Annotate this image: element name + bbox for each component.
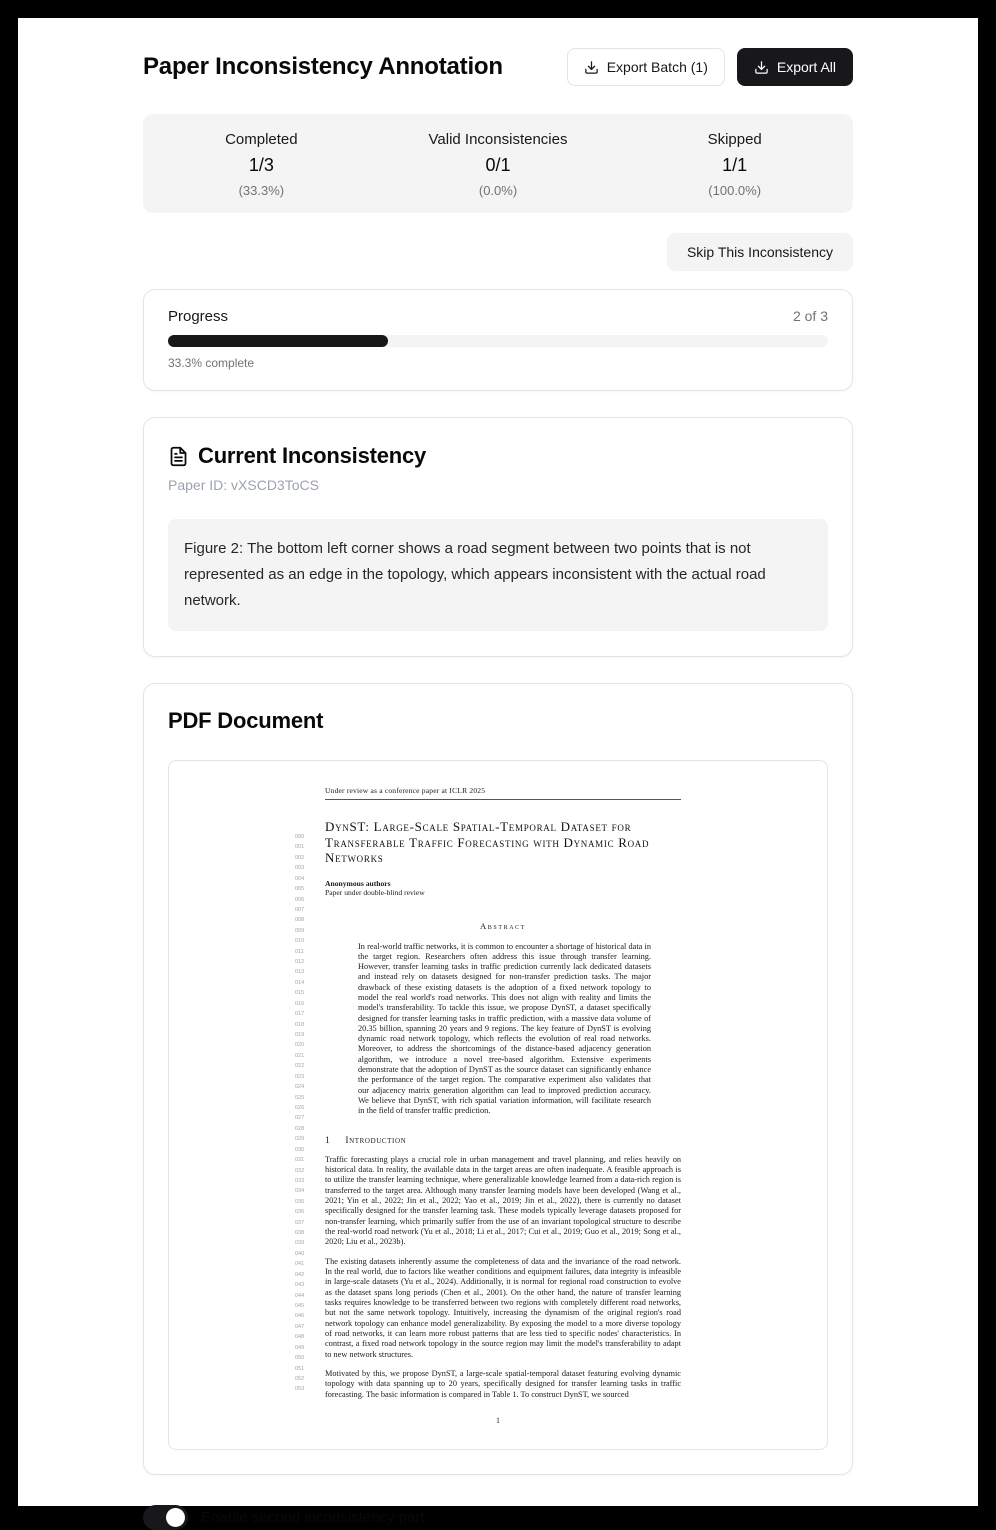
pdf-line-number: 052 [295,1375,305,1382]
pdf-line-number: 041 [295,1261,305,1268]
pdf-line-number: 050 [295,1355,305,1362]
pdf-line-number: 020 [295,1042,305,1049]
stat-percent: (33.3%) [238,183,285,198]
pdf-line-number: 036 [295,1209,305,1216]
skip-inconsistency-button[interactable]: Skip This Inconsistency [667,233,853,271]
pdf-line-number: 048 [295,1334,305,1341]
pdf-line-number: 023 [295,1073,305,1080]
stat-percent: (100.0%) [708,183,762,198]
pdf-line-number: 044 [295,1292,305,1299]
pdf-paragraph: Traffic forecasting plays a crucial role in urban management and travel planning, and relies heavily on historical data. In reality, the available data in the target areas are often inadequate. A feasible approach is to utilize the transfer learning technique, where generalizable knowledge learned from a data-rich region is transferred to the target area. Although many transfer learning models have been developed (Wang et al., 2021; Yin et al., 2022; Jin et al., 2022; Yao et al., 2019; Jin et al., 2022), there is currently no dataset specifically designed for the transfer learning task. These models typically leverage datasets proposed for non-transfer learning, which primarily suffer from the use of an invariant topological structure to describe the real-world road network (Yu et al., 2018; Li et al., 2017; Cui et al., 2019; Guo et al., 2019; Song et al., 2020; Liu et al., 2023b). [325,1154,681,1247]
progress-bar-fill [168,335,388,347]
progress-counter: 2 of 3 [792,308,828,324]
pdf-line-number: 014 [295,979,305,986]
stat-label: Valid Inconsistencies [428,131,568,148]
pdf-line-number: 022 [295,1063,305,1070]
pdf-abstract-heading: Abstract [479,920,526,931]
pdf-line-number: 034 [295,1188,305,1195]
toggle-knob [166,1508,185,1527]
pdf-header-note: Under review as a conference paper at ICLR 2025 [325,786,681,800]
header-actions [567,48,853,86]
pdf-line-number: 002 [295,854,305,861]
pdf-page [168,760,828,1450]
pdf-line-number: 045 [295,1302,305,1309]
pdf-paragraphs [325,1155,681,1401]
pdf-line-number: 028 [295,1125,305,1132]
pdf-line-number: 039 [295,1240,305,1247]
second-inconsistency-toggle[interactable] [143,1505,188,1530]
pdf-line-number: 018 [295,1021,305,1028]
pdf-line-number: 049 [295,1344,305,1351]
download-icon [584,60,599,75]
pdf-abstract-body: In real-world traffic networks, it is common to encounter a shortage of historical data in the target region. Researchers often address this issue through transfer learning. However, transfer learning tasks in traffic prediction currently lack dedicated datasets and instead rely on datasets designed for non-transfer prediction tasks. The major drawback of these existing datasets is the adoption of a fixed network topology to model the real world's road networks. This does not align with reality and limits the model's transferability. To tackle this issue, we propose DynST, a dataset specifically designed for transfer learning tasks in traffic prediction, with a massive data volume of 20.35 billion, spanning 20 years and 9 regions. The key feature of DynST is evolving dynamic road network topology, which reflects the evolution of real road networks. Moreover, to address the shortcomings of the distance-based adjacency generation algorithm, we introduce a novel tree-based algorithm. Extensive experiments demonstrate that the adoption of DynST as the source dataset can significantly enhance the performance of the target region. The comparative experiment also validates that our adjacency matrix generation algorithm can lead to improved prediction accuracy. We believe that DynST, with rich spatial variation information, will facilitate research in the field of transfer traffic prediction. [358,941,651,1116]
pdf-line-numbers [295,832,311,1395]
stat-skipped [616,131,853,198]
pdf-line-number: 038 [295,1230,305,1237]
stats-panel [143,114,853,213]
pdf-line-number: 019 [295,1032,305,1039]
pdf-line-number: 047 [295,1323,305,1330]
export-all-label: Export All [776,59,836,75]
pdf-section-number: 1 [325,1135,331,1146]
pdf-line-number: 007 [295,906,305,913]
app-header [143,48,853,86]
pdf-line-number: 000 [295,834,305,840]
pdf-line-number: 013 [295,969,305,976]
pdf-paragraph: Motivated by this, we propose DynST, a large-scale spatial-temporal dataset featuring evolving dynamic topology with data spanning up to 20 years, specifically designed for transfer learning tasks in traffic forecasting. The basic information is compared in Table 1. To construct DynST, we sourced [325,1369,681,1399]
pdf-content [325,819,681,1400]
pdf-line-number: 001 [295,844,305,851]
progress-bar-track [168,335,828,347]
pdf-line-number: 015 [295,990,305,997]
pdf-section-name: Introduction [345,1135,407,1146]
pdf-line-number: 011 [295,948,304,955]
export-all-button[interactable] [737,48,853,86]
stat-value: 0/1 [485,155,511,175]
pdf-line-number: 035 [295,1198,305,1205]
current-inconsistency-title: Current Inconsistency [198,443,427,468]
stat-label: Completed [225,131,298,148]
pdf-paper-title: DynST: Large-Scale Spatial-Temporal Dataset for Transferable Traffic Forecasting with Dynamic Road Networks [325,819,650,865]
pdf-line-number: 031 [295,1157,305,1164]
document-icon [168,446,189,467]
pdf-line-number: 012 [295,959,305,966]
pdf-line-number: 037 [295,1219,305,1226]
pdf-document-card [143,683,853,1475]
pdf-line-number: 040 [295,1250,305,1257]
pdf-line-number: 005 [295,886,305,893]
stat-valid-inconsistencies [380,131,617,198]
pdf-line-number: 032 [295,1167,305,1174]
pdf-line-number: 051 [295,1365,305,1372]
stat-percent: (0.0%) [478,183,518,198]
page-title: Paper Inconsistency Annotation [143,53,503,80]
pdf-line-number: 030 [295,1146,305,1153]
pdf-line-number: 003 [295,865,305,872]
stat-value: 1/3 [248,155,274,175]
progress-caption: 33.3% complete [168,356,255,370]
stat-completed [143,131,380,198]
pdf-page-number: 1 [496,1416,500,1425]
export-batch-label: Export Batch (1) [606,59,708,75]
pdf-line-number: 024 [295,1084,305,1091]
pdf-authors-note: Paper under double-blind review [325,888,425,897]
pdf-line-number: 017 [295,1011,305,1018]
pdf-line-number: 009 [295,927,305,934]
stat-label: Skipped [707,131,762,148]
app-window [18,18,978,1526]
toggle-label: Enable second inconsistency part [201,1509,425,1526]
pdf-line-number: 033 [295,1177,305,1184]
toggle-row [143,1505,853,1530]
pdf-line-number: 010 [295,938,305,945]
pdf-line-number: 008 [295,917,305,924]
pdf-line-number: 006 [295,896,305,903]
progress-card [143,289,853,391]
pdf-paragraph: The existing datasets inherently assume the completeness of data and the invariance of the road network. In the real world, due to factors like weather conditions and equipment failures, data integrity is infeasible in large-scale datasets (Yu et al., 2024). Additionally, it is normal for regional road construction to evolve as the dataset spans long periods (Chen et al., 2001). On the other hand, the nature of transfer learning tasks requires knowledge to be transferred between two regions with completely different road networks, but not the same network topology. Intuitively, increasing the dynamism of the original region's road network topology can enhance model generalizability. By exposing the model to a more diverse topology of road networks, it can learn more robust patterns that are less tied to specific nodes' characteristics. In contrast, a fixed road network topology in the source region may limit the model's transferability to adapt to new network structures. [325,1256,681,1359]
pdf-line-number: 025 [295,1094,305,1101]
pdf-authors-name: Anonymous authors [325,878,391,888]
export-batch-button[interactable] [567,48,725,86]
pdf-line-number: 043 [295,1282,305,1289]
inconsistency-description: Figure 2: The bottom left corner shows a road segment between two points that is not represented as an edge in the topology, which appears inconsistent with the actual road network. [168,519,828,631]
current-inconsistency-card [143,417,853,657]
pdf-line-number: 021 [295,1052,305,1059]
pdf-line-number: 027 [295,1115,305,1122]
pdf-authors [325,879,681,898]
pdf-section-title: PDF Document [168,708,324,733]
pdf-line-number: 053 [295,1386,305,1393]
skip-row [143,233,853,271]
paper-id-label: Paper ID: vXSCD3ToCS [168,477,319,493]
pdf-section-heading [325,1136,681,1146]
pdf-line-number: 026 [295,1104,305,1111]
stat-value: 1/1 [722,155,748,175]
download-icon [754,60,769,75]
progress-label: Progress [168,308,229,325]
pdf-line-number: 029 [295,1136,305,1143]
pdf-line-number: 016 [295,1000,305,1007]
pdf-line-number: 046 [295,1313,305,1320]
pdf-line-number: 004 [295,875,305,882]
pdf-line-number: 042 [295,1271,305,1278]
